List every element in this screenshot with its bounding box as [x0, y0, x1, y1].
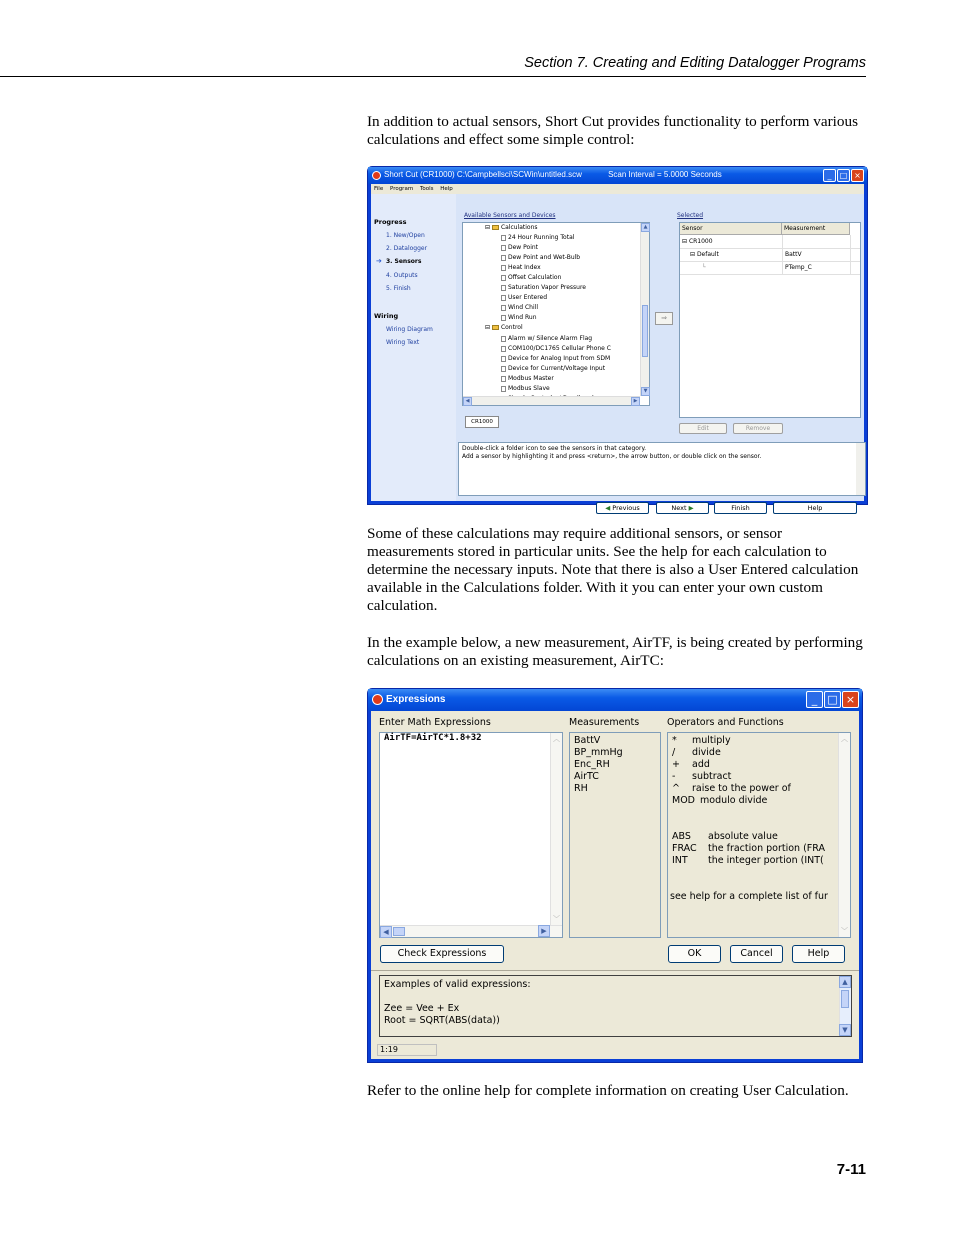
tree-item[interactable]: Saturation Vapor Pressure — [501, 284, 586, 291]
scroll-down-icon[interactable]: ▼ — [839, 1024, 851, 1036]
closing-paragraph: Refer to the online help for complete information on creating User Calculation. — [367, 1082, 849, 1099]
math-expressions-label: Enter Math Expressions — [379, 717, 491, 728]
finish-button[interactable]: Finish — [714, 502, 767, 514]
wiring-text-link[interactable]: Wiring Text — [386, 339, 420, 346]
scroll-down-icon[interactable]: ▼ — [641, 387, 650, 396]
document-icon — [501, 356, 506, 362]
expressions-titlebar — [368, 689, 862, 711]
tree-item[interactable]: COM100/DC1765 Cellular Phone C — [501, 345, 611, 352]
help-scrollbar[interactable] — [856, 443, 865, 495]
document-icon — [501, 376, 506, 382]
tree-folder-control[interactable]: ⊟ Control — [485, 324, 523, 331]
tree-item[interactable]: Device for Current/Voltage Input — [501, 365, 605, 372]
progress-datalogger[interactable]: 2. Datalogger — [386, 245, 428, 252]
tree-item[interactable]: Dew Point — [501, 244, 538, 251]
intro-paragraph: In addition to actual sensors, Short Cut provides functionality to perform various calculations and effect some simple control: — [367, 113, 858, 148]
function-item[interactable]: INT the integer portion (INT( — [672, 855, 824, 866]
document-icon — [501, 275, 506, 281]
document-icon — [501, 346, 506, 352]
examples-heading: Examples of valid expressions: — [384, 979, 531, 990]
current-step-arrow-icon: ➔ — [376, 257, 382, 265]
shortcut-window — [367, 166, 868, 512]
measurement-item[interactable]: BattV — [574, 735, 601, 746]
ok-button[interactable]: OK — [668, 945, 721, 963]
measurements-list[interactable] — [569, 732, 661, 938]
tree-item[interactable]: Wind Chill — [501, 304, 538, 311]
shortcut-title: Short Cut (CR1000) C:\Campbellsci\SCWin\untitled.scw — [384, 170, 582, 179]
expression-text[interactable]: AirTF=AirTC*1.8+32 — [384, 733, 482, 743]
cancel-button[interactable]: Cancel — [730, 945, 783, 963]
progress-heading: Progress — [374, 218, 407, 226]
check-expressions-button[interactable]: Check Expressions — [380, 945, 504, 963]
separator — [371, 970, 859, 971]
close-icon[interactable]: × — [842, 691, 859, 708]
measurement-item[interactable]: BP_mmHg — [574, 747, 623, 758]
scroll-right-icon[interactable]: ▶ — [538, 925, 550, 937]
sensor-help-text: Double-click a folder icon to see the sensors in that category. Add a sensor by highlighting it and press <return>, the arrow button, or double click on the sensor. — [458, 442, 866, 496]
expressions-client — [371, 711, 859, 1059]
left-arrow-icon: ◀ — [605, 504, 613, 512]
folder-icon — [492, 325, 499, 330]
help-button[interactable]: Help — [792, 945, 845, 963]
progress-outputs[interactable]: 4. Outputs — [386, 272, 418, 279]
document-icon — [501, 315, 506, 321]
scroll-up-icon[interactable]: ▲ — [839, 976, 851, 988]
operator-item[interactable]: + add — [672, 759, 710, 770]
measurement-item[interactable]: RH — [574, 783, 588, 794]
available-sensors-label: Available Sensors and Devices — [464, 212, 556, 219]
document-icon — [501, 285, 506, 291]
scroll-up-icon[interactable]: ︿ — [841, 735, 848, 743]
running-head: Section 7. Creating and Editing Datalogger Programs — [524, 55, 866, 71]
tree-branch-icon: └ — [702, 264, 706, 271]
selected-label: Selected — [677, 212, 704, 219]
menu-bar — [371, 184, 864, 194]
example-line: Zee = Vee + Ex — [384, 1003, 460, 1014]
tree-item[interactable]: Dew Point and Wet-Bulb — [501, 254, 580, 261]
previous-button[interactable]: ◀ Previous — [596, 502, 649, 514]
progress-sensors[interactable]: 3. Sensors — [386, 258, 422, 265]
progress-new-open[interactable]: 1. New/Open — [386, 232, 425, 239]
scroll-up-icon[interactable]: ︿ — [553, 735, 560, 743]
minimize-icon[interactable]: _ — [806, 691, 823, 708]
document-icon — [501, 336, 506, 342]
tree-item[interactable]: Heat Index — [501, 264, 541, 271]
tree-item[interactable]: 24 Hour Running Total — [501, 234, 574, 241]
tree-item[interactable]: User Entered — [501, 294, 547, 301]
operator-item[interactable]: / divide — [672, 747, 721, 758]
document-icon — [501, 295, 506, 301]
header-rule — [0, 76, 866, 77]
function-item[interactable]: FRAC the fraction portion (FRA — [672, 843, 825, 854]
scan-interval: Scan Interval = 5.0000 Seconds — [608, 170, 722, 179]
app-icon — [372, 171, 381, 180]
editor-vertical-scrollbar[interactable] — [550, 733, 562, 925]
wiring-heading: Wiring — [374, 312, 399, 320]
examples-scrollbar[interactable] — [839, 976, 851, 1036]
tree-horizontal-scrollbar[interactable] — [463, 396, 640, 405]
maximize-icon[interactable]: □ — [824, 691, 841, 708]
document-icon — [501, 305, 506, 311]
grid-row-root[interactable]: ⊟ CR1000 — [682, 238, 713, 245]
scroll-down-icon[interactable]: ﹀ — [553, 915, 560, 923]
grid-measurement[interactable]: BattV — [785, 251, 802, 258]
tree-item[interactable]: Offset Calculation — [501, 274, 561, 281]
math-expression-editor[interactable] — [379, 732, 563, 938]
maximize-icon[interactable]: □ — [837, 169, 850, 182]
document-icon — [501, 265, 506, 271]
folder-icon — [492, 225, 499, 230]
next-button[interactable]: Next ▶ — [656, 502, 709, 514]
tree-item[interactable]: Wind Run — [501, 314, 537, 321]
operator-item[interactable]: MOD modulo divide — [672, 795, 768, 806]
expressions-title: Expressions — [386, 694, 446, 705]
tree-item[interactable]: Alarm w/ Silence Alarm Flag — [501, 335, 592, 342]
scroll-left-icon[interactable]: ◀ — [380, 926, 392, 938]
operators-scrollbar[interactable] — [838, 733, 850, 937]
operator-item[interactable]: - subtract — [672, 771, 732, 782]
menu-program[interactable]: Program — [389, 186, 414, 192]
cursor-position: 1:19 — [377, 1044, 437, 1056]
measurements-label: Measurements — [569, 717, 640, 728]
scroll-thumb[interactable] — [841, 990, 849, 1008]
tree-vertical-scrollbar[interactable] — [640, 223, 649, 396]
sensor-tree[interactable] — [462, 222, 650, 406]
examples-box — [379, 975, 852, 1037]
minimize-icon[interactable]: _ — [823, 169, 836, 182]
function-item[interactable]: ABS absolute value — [672, 831, 778, 842]
progress-finish[interactable]: 5. Finish — [386, 285, 411, 292]
scroll-thumb[interactable] — [642, 305, 648, 357]
scroll-down-icon[interactable]: ﹀ — [841, 927, 848, 935]
right-arrow-icon: ▶ — [686, 504, 694, 512]
page-number: 7-11 — [836, 1161, 866, 1178]
document-icon — [501, 255, 506, 261]
document-icon — [501, 386, 506, 392]
example-paragraph: In the example below, a new measurement, AirTF, is being created by performing calculations on an existing measurement, AirTC: — [367, 634, 863, 669]
selected-sensors-grid[interactable] — [679, 222, 861, 418]
shortcut-client — [371, 184, 864, 512]
grid-row-group[interactable]: ⊟ Default — [690, 251, 719, 258]
document-icon — [501, 245, 506, 251]
measurement-item[interactable]: AirTC — [574, 771, 599, 782]
document-icon — [501, 366, 506, 372]
scroll-left-icon[interactable]: ◀ — [463, 397, 472, 406]
expressions-window — [367, 688, 863, 1063]
sensors-panel — [457, 194, 864, 512]
shortcut-titlebar — [368, 167, 867, 184]
close-icon[interactable]: × — [851, 169, 864, 182]
scroll-thumb[interactable] — [393, 927, 405, 936]
column-header-sensor[interactable]: Sensor — [680, 223, 782, 235]
example-line: Root = SQRT(ABS(data)) — [384, 1015, 500, 1026]
app-icon — [372, 694, 383, 705]
operator-item[interactable]: ^ raise to the power of — [672, 783, 791, 794]
operators-list[interactable] — [667, 732, 851, 938]
scroll-right-icon[interactable]: ▶ — [631, 397, 640, 406]
edit-button[interactable]: Edit — [679, 423, 727, 434]
tree-item[interactable]: Modbus Slave — [501, 385, 550, 392]
measurement-item[interactable]: Enc_RH — [574, 759, 610, 770]
scroll-up-icon[interactable]: ▲ — [641, 223, 650, 232]
column-header-measurement[interactable]: Measurement — [782, 223, 850, 235]
tree-item[interactable]: Modbus Master — [501, 375, 554, 382]
remove-button[interactable]: Remove — [733, 423, 783, 434]
menu-help[interactable]: Help — [440, 186, 453, 192]
document-icon — [501, 235, 506, 241]
progress-sidebar — [371, 194, 456, 501]
operators-help-note: see help for a complete list of fur — [670, 891, 828, 902]
operators-label: Operators and Functions — [667, 717, 784, 728]
wiring-diagram-link[interactable]: Wiring Diagram — [386, 326, 433, 333]
calculations-paragraph: Some of these calculations may require additional sensors, or sensor measurements stored in particular units. See the help for each calculation to determine the necessary inputs. Note that there is also a User Entered calculation available in the Calculations folder. With it you can enter your own custom calculation. — [367, 525, 859, 614]
editor-horizontal-scrollbar[interactable] — [380, 925, 562, 937]
help-button[interactable]: Help — [773, 502, 857, 514]
grid-measurement[interactable]: PTemp_C — [785, 264, 812, 271]
operator-item[interactable]: * multiply — [672, 735, 731, 746]
tree-folder-calculations[interactable]: ⊟ Calculations — [485, 224, 538, 231]
datalogger-tab[interactable]: CR1000 — [465, 416, 499, 428]
menu-tools[interactable]: Tools — [419, 186, 434, 192]
add-sensor-arrow-icon[interactable]: ⇒ — [655, 312, 673, 325]
menu-file[interactable]: File — [374, 186, 384, 192]
tree-item[interactable]: Device for Analog Input from SDM — [501, 355, 610, 362]
